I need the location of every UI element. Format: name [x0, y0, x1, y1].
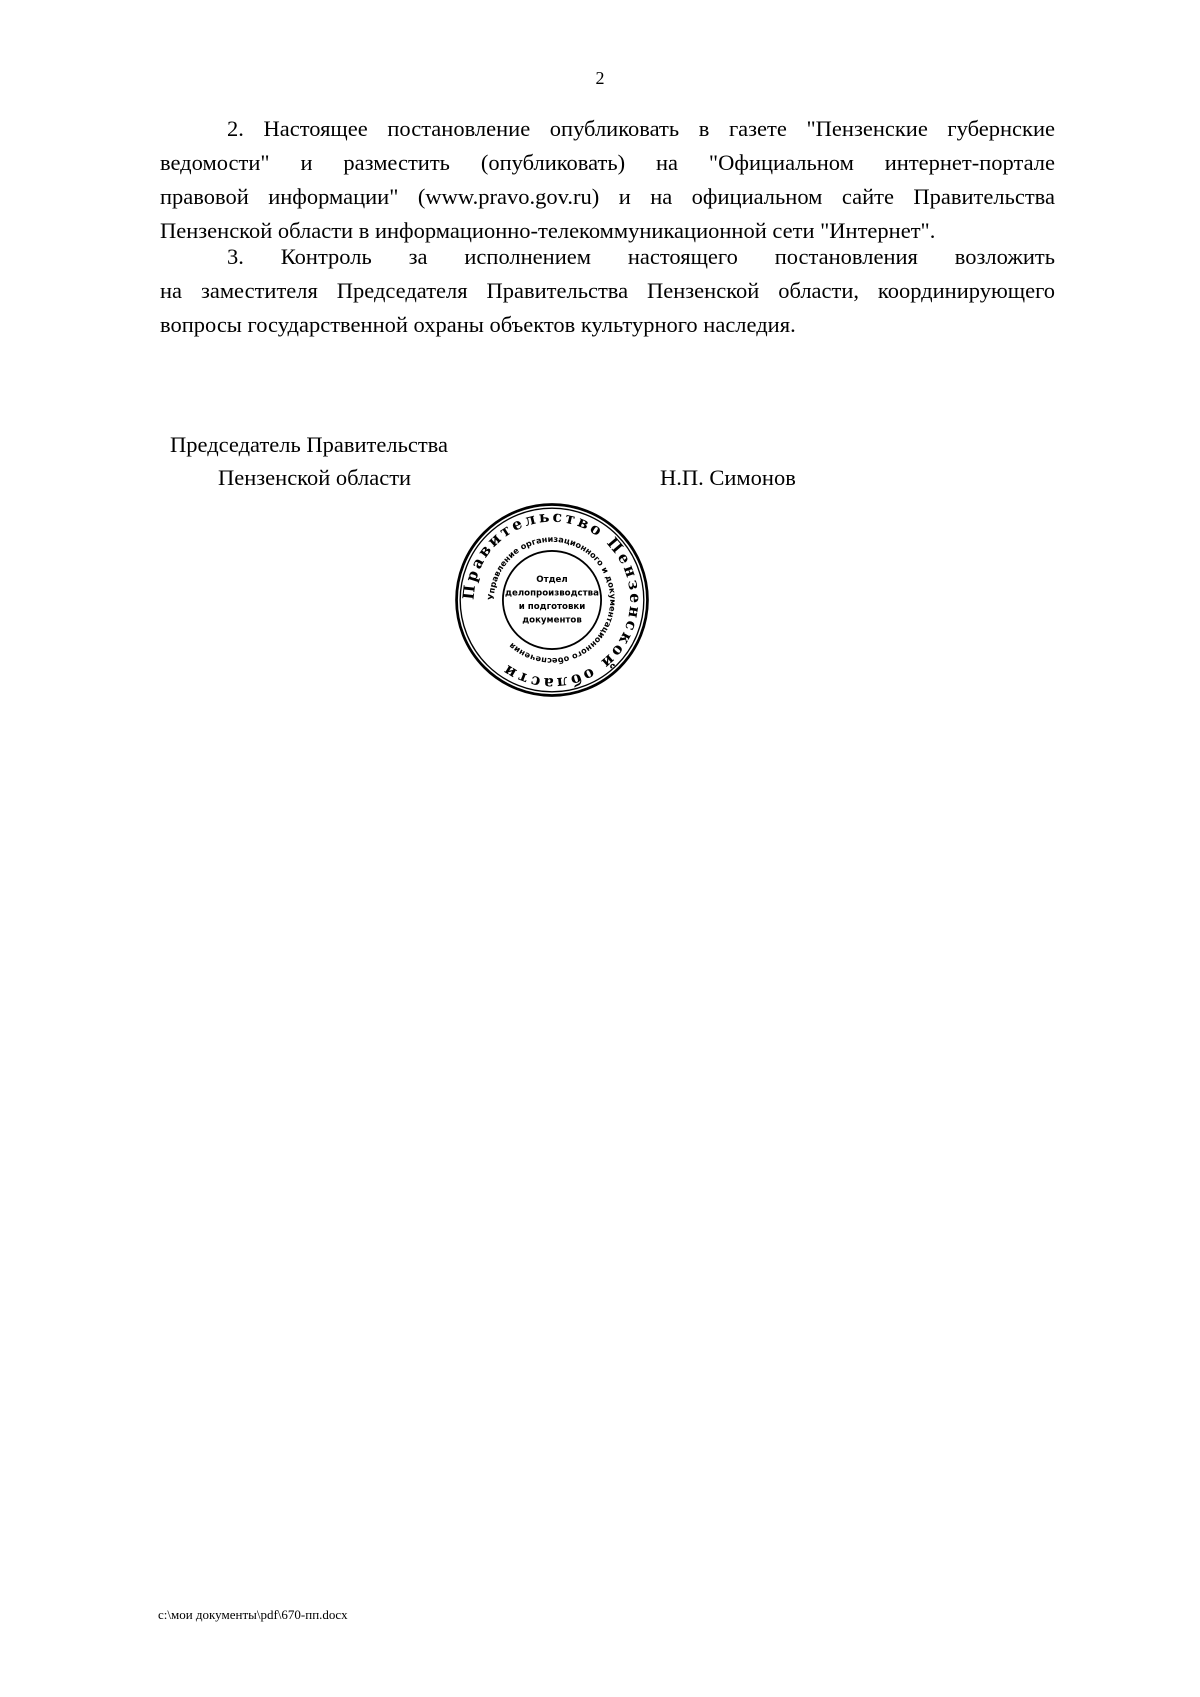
text-line: Пензенской области в информационно-телекоммуникационной сети "Интернет".	[160, 218, 936, 243]
text-line: на заместителя Председателя Правительства Пензенской области, координирующего	[160, 278, 1055, 303]
signatory-name: Н.П. Симонов	[660, 465, 796, 490]
file-path-footer: c:\мои документы\pdf\670-пп.docx	[158, 1607, 348, 1622]
text-line: 3. Контроль за исполнением настоящего постановления возложить	[227, 244, 1055, 269]
text-line: 2. Настоящее постановление опубликовать в газете "Пензенские губернские	[227, 116, 1055, 141]
page-number: 2	[595, 68, 605, 88]
seal-center-text: и подготовки	[518, 602, 586, 613]
text-line: вопросы государственной охраны объектов культурного наследия.	[160, 312, 796, 337]
seal-center-text: делопроизводства	[505, 588, 599, 599]
signatory-title-line2: Пензенской области	[218, 465, 412, 490]
seal-graphic	[452, 500, 652, 700]
text-line: ведомости" и разместить (опубликовать) на "Официальном интернет-портале	[160, 150, 1055, 175]
signatory-title-line1: Председатель Правительства	[170, 432, 448, 457]
seal-middle-text: Управление организационного и документационного обеспечения	[485, 533, 619, 667]
seal-outer-text: Правительство Пензенской области	[458, 506, 646, 694]
seal-center-text: документов	[522, 615, 582, 626]
official-seal	[452, 500, 652, 700]
paragraph-2	[160, 112, 1055, 248]
paragraph-3	[160, 240, 1055, 342]
text-line: правовой информации" (www.pravo.gov.ru) и на официальном сайте Правительства	[160, 184, 1055, 209]
seal-center-text: Отдел	[536, 574, 568, 585]
svg-text:Управление организационного и	[486, 534, 619, 667]
